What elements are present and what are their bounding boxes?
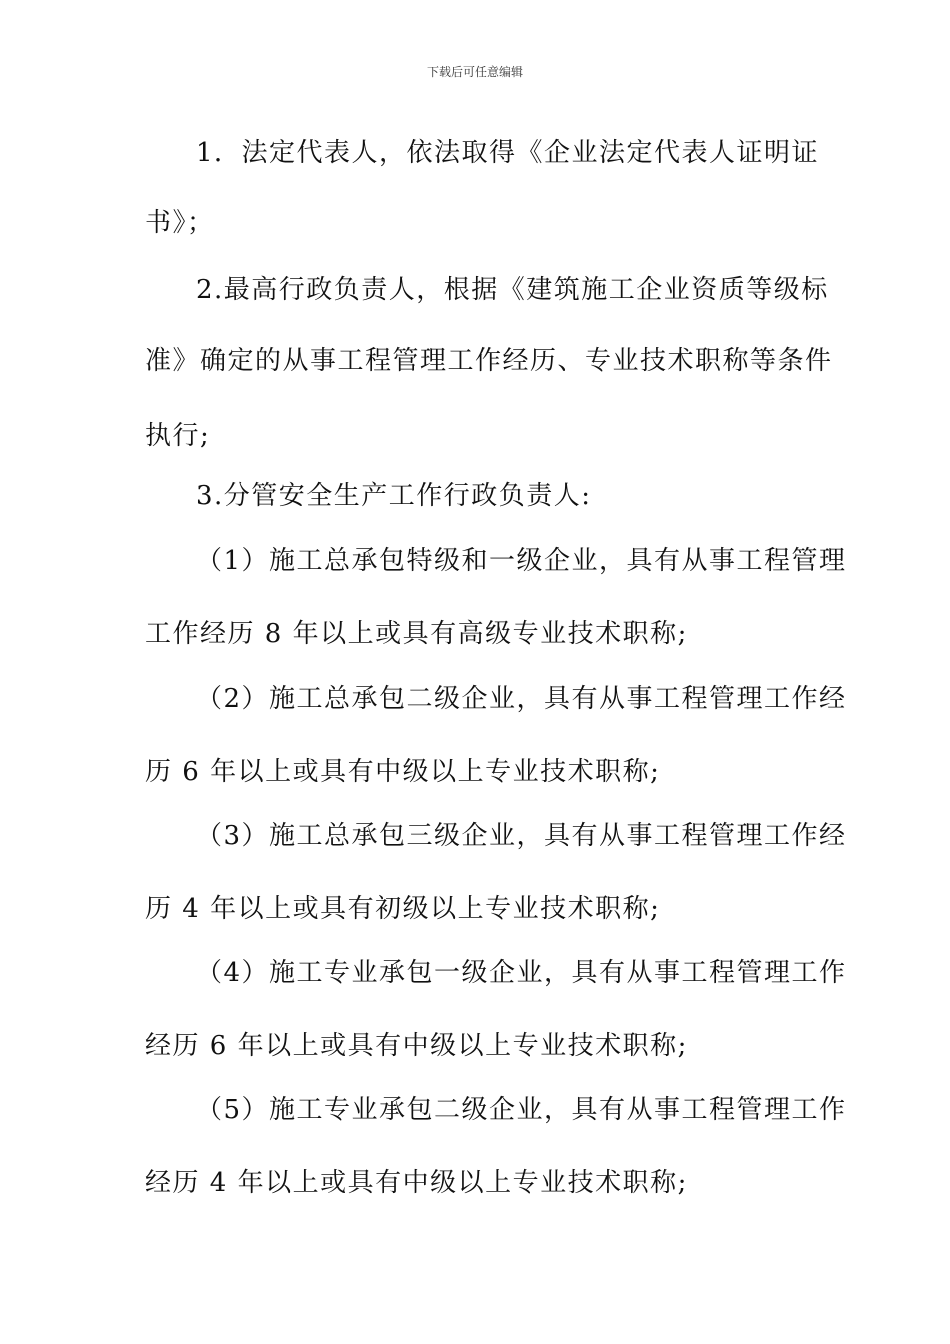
paragraph-line-15: （5）施工专业承包二级企业，具有从事工程管理工作 — [196, 1095, 847, 1125]
paragraph-line-9: （2）施工总承包二级企业，具有从事工程管理工作经 — [196, 684, 847, 714]
paragraph-line-7: （1）施工总承包特级和一级企业，具有从事工程管理 — [196, 546, 847, 576]
paragraph-line-12: 历 4 年以上或具有初级以上专业技术职称; — [145, 894, 661, 924]
paragraph-line-5: 执行; — [145, 421, 211, 451]
paragraph-line-8: 工作经历 8 年以上或具有高级专业技术职称; — [145, 619, 688, 649]
paragraph-line-4: 准》确定的从事工程管理工作经历、专业技术职称等条件 — [145, 346, 833, 376]
paragraph-line-3: 2.最高行政负责人，根据《建筑施工企业资质等级标 — [196, 275, 829, 305]
paragraph-line-1: 1．法定代表人，依法取得《企业法定代表人证明证 — [196, 138, 820, 168]
paragraph-line-10: 历 6 年以上或具有中级以上专业技术职称; — [145, 757, 661, 787]
paragraph-line-14: 经历 6 年以上或具有中级以上专业技术职称; — [145, 1031, 688, 1061]
paragraph-line-2: 书》； — [145, 208, 215, 238]
paragraph-line-11: （3）施工总承包三级企业，具有从事工程管理工作经 — [196, 821, 847, 851]
header-note: 下载后可任意编辑 — [426, 65, 523, 79]
paragraph-line-13: （4）施工专业承包一级企业，具有从事工程管理工作 — [196, 958, 847, 988]
paragraph-line-6: 3.分管安全生产工作行政负责人: — [196, 481, 592, 511]
paragraph-line-16: 经历 4 年以上或具有中级以上专业技术职称; — [145, 1168, 688, 1198]
